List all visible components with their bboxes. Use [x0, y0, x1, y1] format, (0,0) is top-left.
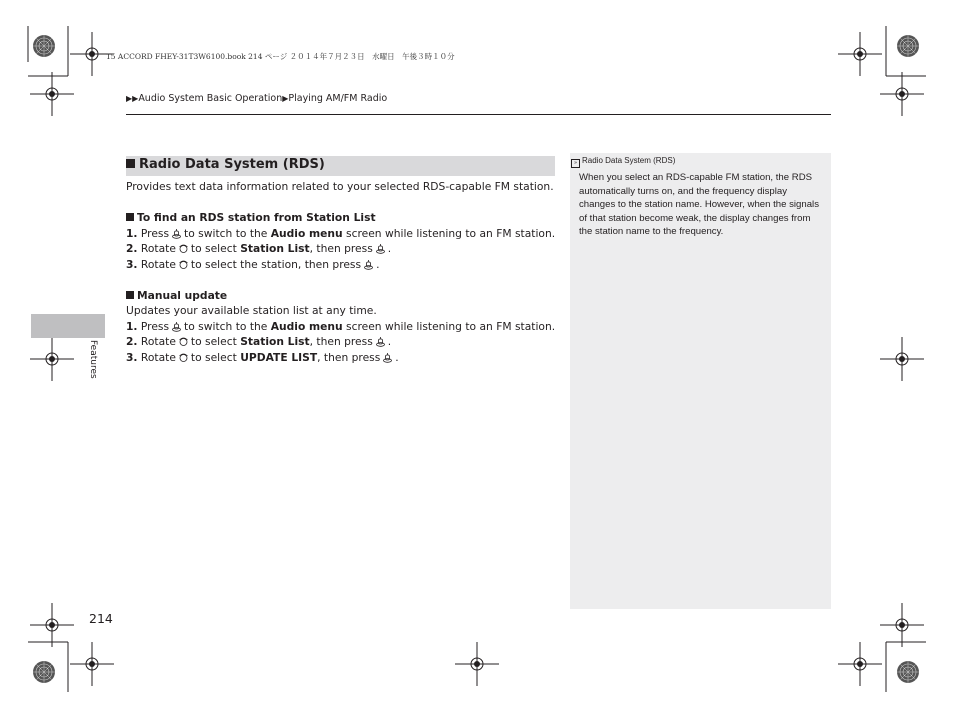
manual-step-1: 1. Press to switch to the Audio menu screen while listening to an FM station. [126, 320, 556, 333]
selector-knob-icon [172, 229, 181, 239]
manual-step-3: 3. Rotate to select UPDATE LIST, then press . [126, 351, 399, 364]
registration-mark-icon [880, 337, 924, 381]
breadcrumb-parent[interactable]: Audio System Basic Operation [138, 93, 283, 104]
rotate-knob-icon [179, 244, 188, 254]
side-note-body: When you select an RDS-capable FM station, the RDS automatically turns on, and the frequency display changes to the station name. However, when the signals of that station become weak, the display changes from the station name to the frequency. [579, 172, 819, 238]
find-step-1: 1. Press to switch to the Audio menu screen while listening to an FM station. [126, 227, 556, 240]
registration-mark-icon [838, 642, 882, 686]
selector-knob-icon [376, 244, 385, 254]
registration-mark-icon [838, 32, 882, 76]
registration-mark-icon [880, 603, 924, 647]
manual-update-intro: Updates your available station list at any time. [126, 304, 377, 317]
page-number: 214 [89, 611, 113, 626]
side-note-heading[interactable]: » Radio Data System (RDS) [571, 156, 675, 168]
color-target-icon [897, 35, 919, 57]
subheading-manual-update: Manual update [126, 289, 227, 302]
rotate-knob-icon [179, 353, 188, 363]
print-header: 15 ACCORD FHEY-31T3W6100.book 214 ページ ２０１４年７月２３日 水曜日 午後３時１０分 [106, 52, 455, 61]
reference-arrow-icon: » [571, 159, 580, 168]
breadcrumb-arrows: ▶▶ [126, 94, 139, 103]
selector-knob-icon [376, 337, 385, 347]
section-bullet [126, 159, 135, 168]
selector-knob-icon [172, 322, 181, 332]
find-step-3: 3. Rotate to select the station, then press . [126, 258, 380, 271]
registration-mark-icon [30, 72, 74, 116]
rotate-knob-icon [179, 337, 188, 347]
registration-mark-icon [70, 642, 114, 686]
breadcrumb-separator: ▶ [282, 94, 289, 103]
registration-mark-icon [880, 72, 924, 116]
registration-mark-icon [30, 603, 74, 647]
section-title: Radio Data System (RDS) [126, 157, 325, 172]
rotate-knob-icon [179, 260, 188, 270]
chapter-tab[interactable] [31, 314, 105, 338]
registration-mark-icon [455, 642, 499, 686]
color-target-icon [33, 661, 55, 683]
header-rule [126, 114, 831, 115]
selector-knob-icon [364, 260, 373, 270]
breadcrumb-current[interactable]: Playing AM/FM Radio [288, 93, 388, 104]
color-target-icon [33, 35, 55, 57]
subheading-find-station: To find an RDS station from Station List [126, 211, 376, 224]
selector-knob-icon [383, 353, 392, 363]
chapter-tab-label: Features [88, 340, 98, 379]
breadcrumb [126, 93, 387, 104]
color-target-icon [897, 661, 919, 683]
find-step-2: 2. Rotate to select Station List, then press . [126, 242, 392, 255]
registration-mark-icon [30, 337, 74, 381]
manual-step-2: 2. Rotate to select Station List, then press . [126, 335, 392, 348]
section-intro: Provides text data information related to your selected RDS-capable FM station. [126, 180, 554, 193]
